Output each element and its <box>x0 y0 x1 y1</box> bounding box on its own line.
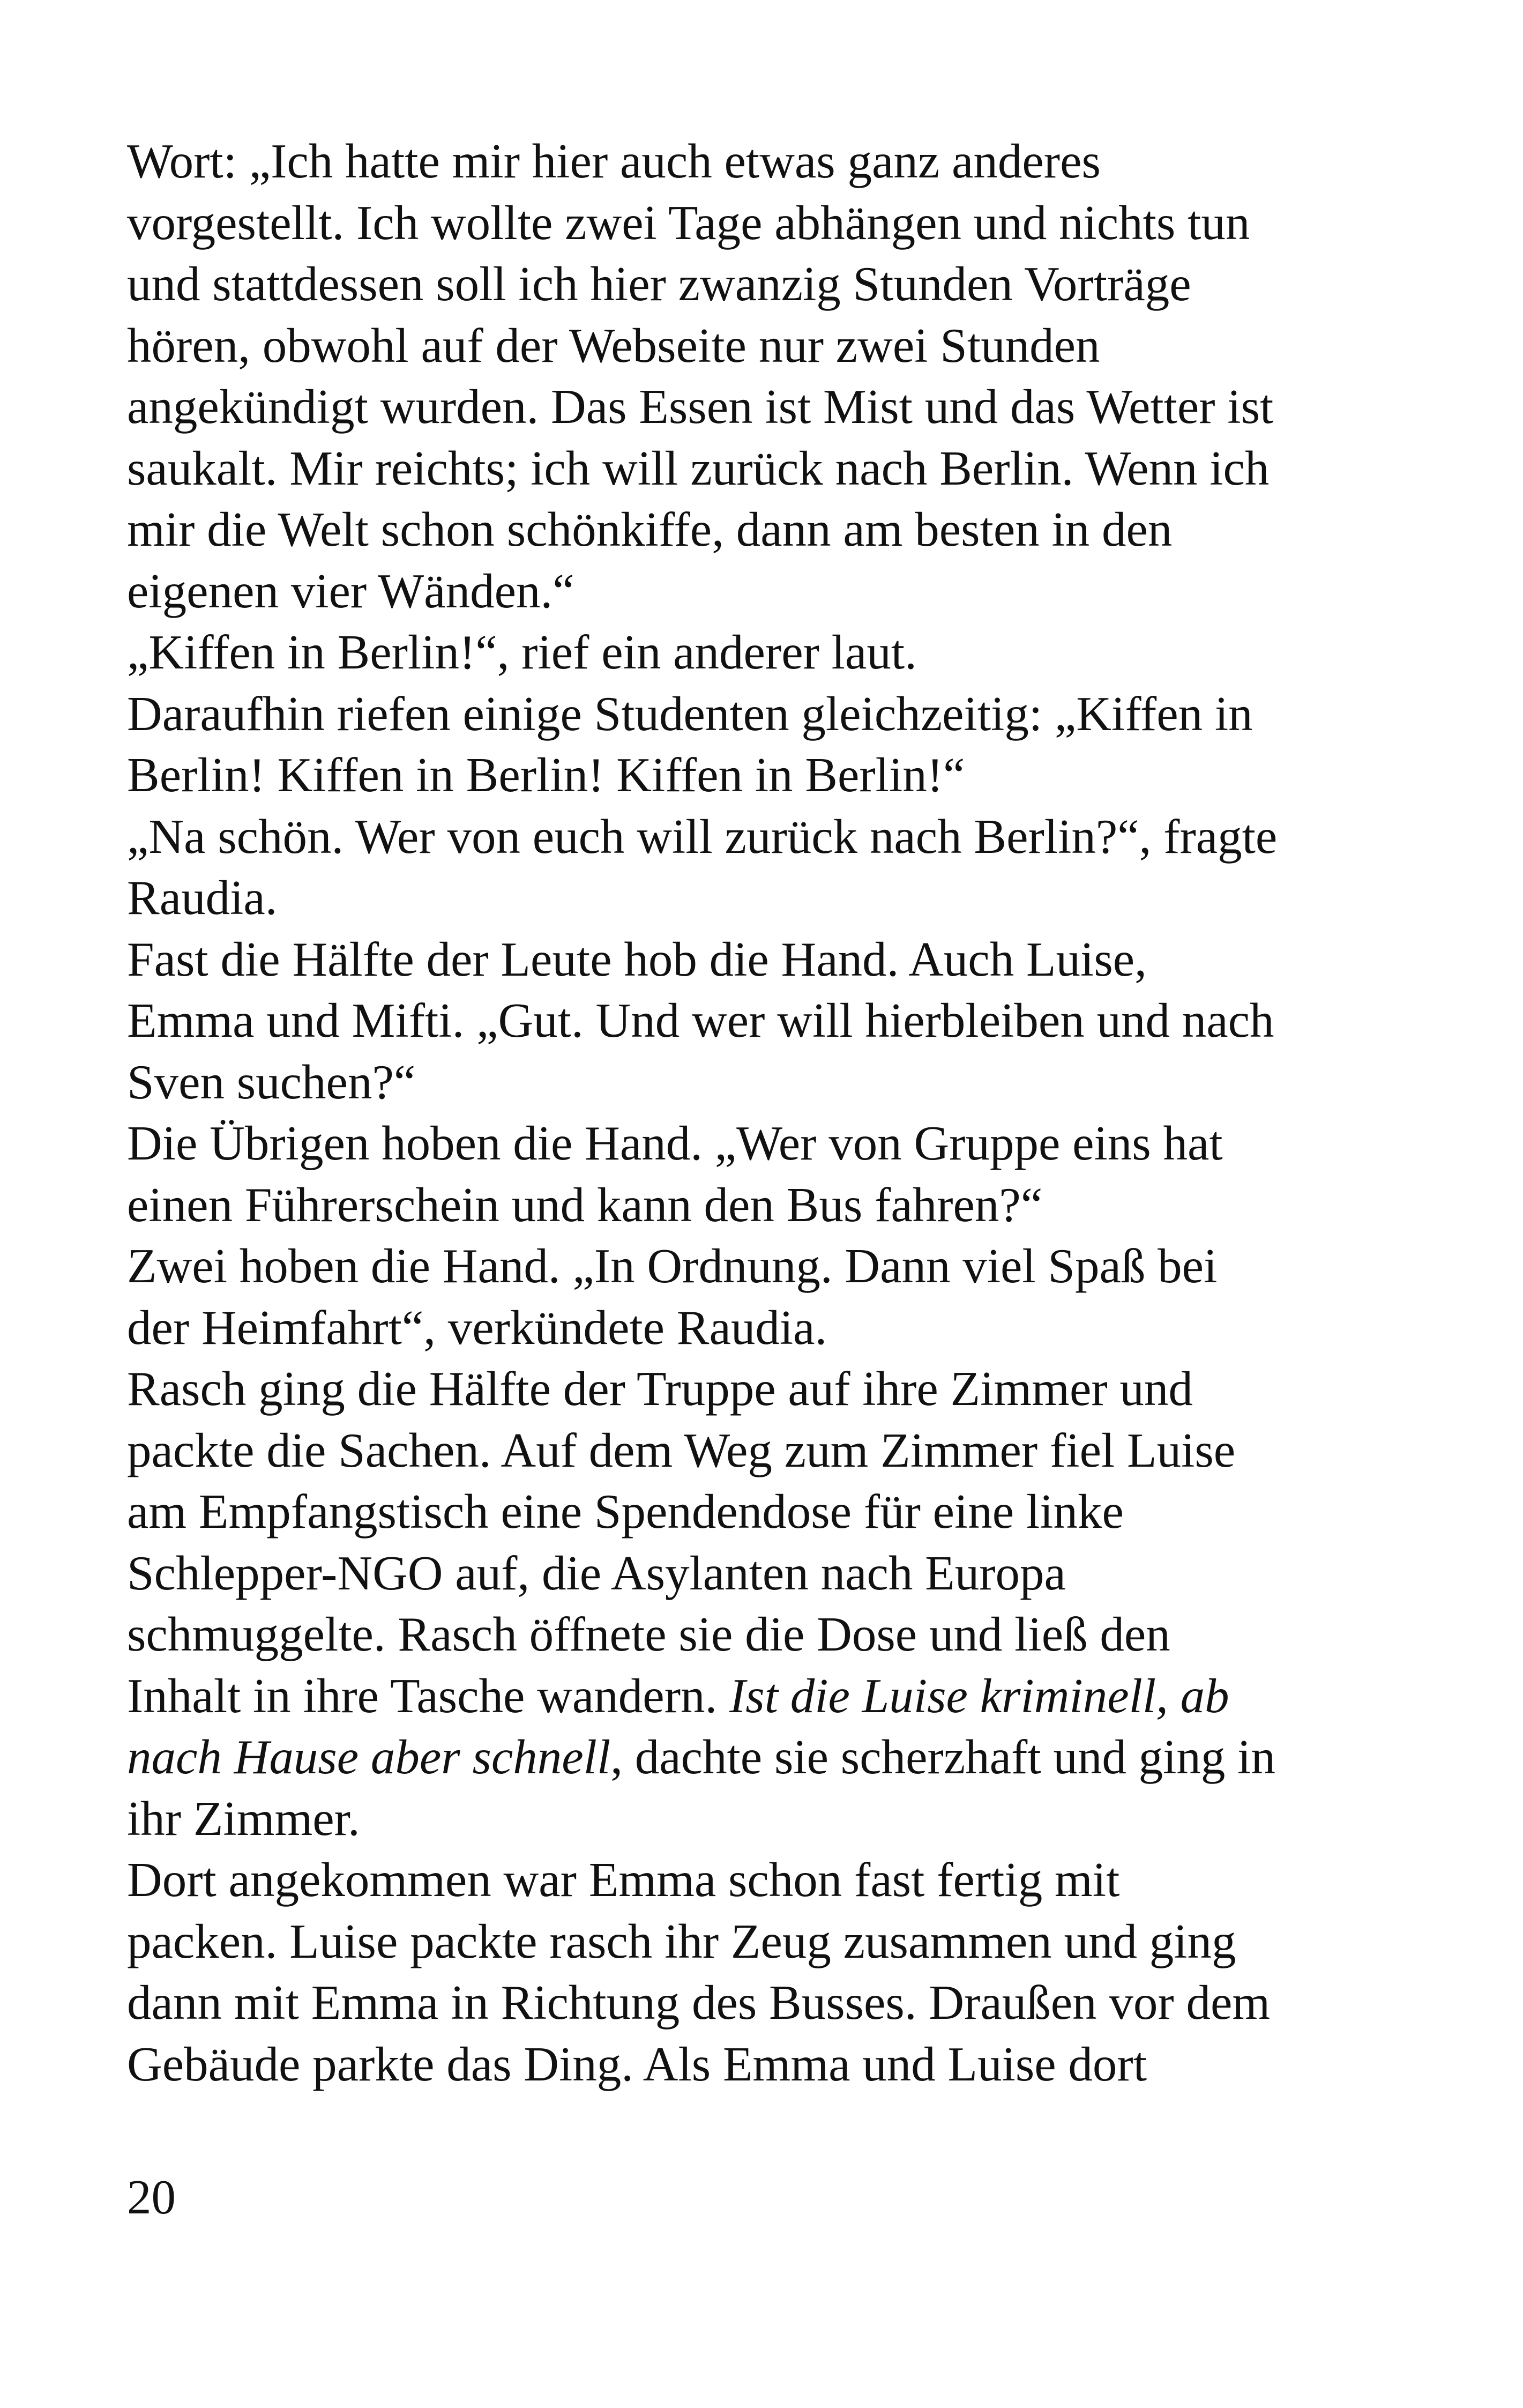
text-line: hören, obwohl auf der Webseite nur zwei Stunden <box>127 318 1100 373</box>
text-line: Raudia. <box>127 871 278 925</box>
text-line: der Heimfahrt“, verkündete Raudia. <box>127 1300 827 1355</box>
italic-thought: nach Hause aber schnell <box>127 1730 611 1784</box>
text-run: Inhalt in ihre Tasche wandern. <box>127 1668 718 1723</box>
text-line: Berlin! Kiffen in Berlin! Kiffen in Berlin!“ <box>127 748 965 802</box>
text-line: dann mit Emma in Richtung des Busses. Draußen vor dem <box>127 1975 1271 2030</box>
italic-thought: Ist die Luise kriminell, ab <box>729 1668 1229 1723</box>
text-line: angekündigt wurden. Das Essen ist Mist und das Wetter ist <box>127 380 1274 434</box>
text-line: Fast die Hälfte der Leute hob die Hand. Auch Luise, <box>127 932 1147 986</box>
text-line: und stattdessen soll ich hier zwanzig Stunden Vorträge <box>127 257 1191 311</box>
text-line: saukalt. Mir reichts; ich will zurück nach Berlin. Wenn ich <box>127 441 1270 495</box>
text-line: Sven suchen?“ <box>127 1054 416 1109</box>
text-line-mixed <box>127 1666 1413 1727</box>
text-line: Dort angekommen war Emma schon fast fertig mit <box>127 1853 1120 1907</box>
text-line-mixed <box>127 1727 1413 1788</box>
text-line: „Kiffen in Berlin!“, rief ein anderer laut. <box>127 625 917 679</box>
text-line: mir die Welt schon schönkiffe, dann am besten in den <box>127 502 1173 556</box>
text-line: Zwei hoben die Hand. „In Ordnung. Dann viel Spaß bei <box>127 1239 1218 1293</box>
text-line: „Na schön. Wer von euch will zurück nach Berlin?“, fragte <box>127 809 1278 864</box>
text-line: Die Übrigen hoben die Hand. „Wer von Gruppe eins hat <box>127 1116 1223 1170</box>
text-run: , dachte sie scherzhaft und ging in <box>610 1730 1275 1784</box>
text-line: vorgestellt. Ich wollte zwei Tage abhängen und nichts tun <box>127 195 1250 250</box>
text-line: packen. Luise packte rasch ihr Zeug zusammen und ging <box>127 1914 1236 1968</box>
text-line: Gebäude parkte das Ding. Als Emma und Luise dort <box>127 2037 1147 2091</box>
text-line: ihr Zimmer. <box>127 1791 360 1846</box>
page-number: 20 <box>127 2170 176 2224</box>
text-line: Schlepper-NGO auf, die Asylanten nach Europa <box>127 1545 1066 1600</box>
text-line: Wort: „Ich hatte mir hier auch etwas ganz anderes <box>127 134 1101 188</box>
text-line: Daraufhin riefen einige Studenten gleichzeitig: „Kiffen in <box>127 686 1253 741</box>
text-line: am Empfangstisch eine Spendendose für eine linke <box>127 1484 1124 1539</box>
text-line: Rasch ging die Hälfte der Truppe auf ihre Zimmer und <box>127 1362 1193 1416</box>
text-line: eigenen vier Wänden.“ <box>127 563 574 618</box>
text-line: Emma und Mifti. „Gut. Und wer will hierbleiben und nach <box>127 993 1274 1047</box>
text-line: einen Führerschein und kann den Bus fahren?“ <box>127 1177 1043 1232</box>
text-line: schmuggelte. Rasch öffnete sie die Dose und ließ den <box>127 1607 1170 1661</box>
text-line: packte die Sachen. Auf dem Weg zum Zimmer fiel Luise <box>127 1423 1236 1477</box>
body-text <box>127 131 1413 2095</box>
